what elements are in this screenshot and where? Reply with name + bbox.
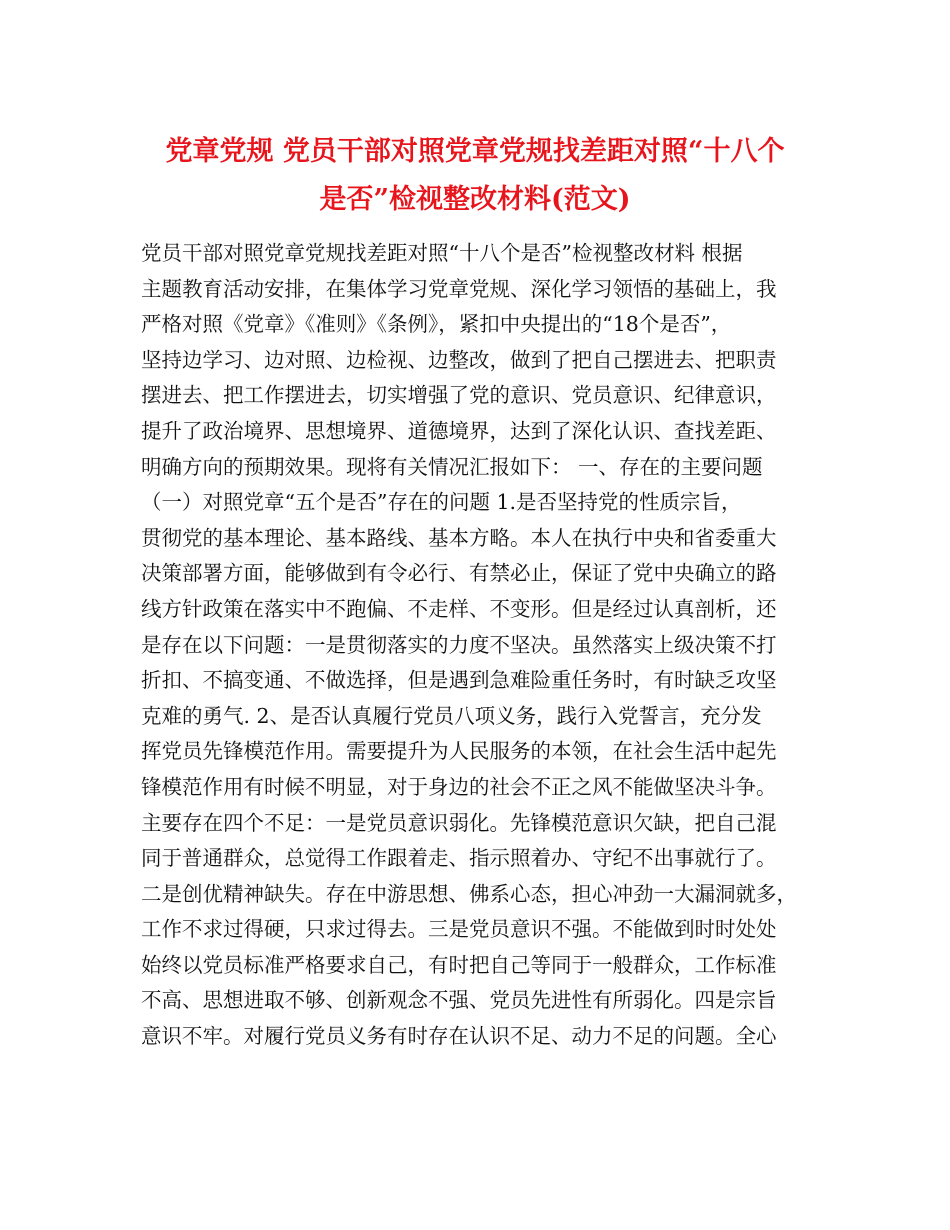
body-line: 决策部署方面，能够做到有令必行、有禁必止，保证了党中央确立的路 bbox=[141, 561, 777, 586]
body-line: 严格对照《党章》《准则》《条例》，紧扣中央提出的“18个是否”， bbox=[141, 312, 732, 337]
body-line: 挥党员先锋模范作用。需要提升为人民服务的本领，在社会生活中起先 bbox=[141, 739, 777, 764]
body-line: 同于普通群众，总觉得工作跟着走、指示照着办、守纪不出事就行了。 bbox=[141, 846, 777, 871]
body-line: 主要存在四个不足：一是党员意识弱化。先锋模范意识欠缺，把自己混 bbox=[141, 810, 777, 835]
body-line: 工作不求过得硬，只求过得去。三是党员意识不强。不能做到时时处处 bbox=[141, 917, 777, 942]
body-line: 线方针政策在落实中不跑偏、不走样、不变形。但是经过认真剖析，还 bbox=[141, 596, 777, 621]
body-line: 始终以党员标准严格要求自己，有时把自己等同于一般群众，工作标准 bbox=[141, 952, 777, 977]
document-body bbox=[141, 236, 831, 1055]
document-title bbox=[120, 128, 830, 224]
body-line: 克难的勇气. 2、是否认真履行党员八项义务，践行入党誓言，充分发 bbox=[141, 703, 762, 728]
body-line: 主题教育活动安排，在集体学习党章党规、深化学习领悟的基础上，我 bbox=[141, 276, 777, 301]
title-line-1: 党章党规 党员干部对照党章党规找差距对照“十八个 bbox=[165, 136, 785, 167]
body-line: 摆进去、把工作摆进去，切实增强了党的意识、党员意识、纪律意识， bbox=[141, 383, 777, 408]
body-line: 锋模范作用有时候不明显，对于身边的社会不正之风不能做坚决斗争。 bbox=[141, 774, 777, 799]
body-line: 意识不牢。对履行党员义务有时存在认识不足、动力不足的问题。全心 bbox=[141, 1024, 777, 1049]
body-line: 不高、思想进取不够、创新观念不强、党员先进性有所弱化。四是宗旨 bbox=[141, 988, 777, 1013]
body-line: 二是创优精神缺失。存在中游思想、佛系心态，担心冲劲一大漏洞就多， bbox=[141, 881, 797, 906]
body-line: 是存在以下问题：一是贯彻落实的力度不坚决。虽然落实上级决策不打 bbox=[141, 632, 777, 657]
body-line: 提升了政治境界、思想境界、道德境界，达到了深化认识、查找差距、 bbox=[141, 418, 777, 443]
title-line-2: 是否”检视整改材料(范文) bbox=[319, 184, 631, 215]
body-line: 折扣、不搞变通、不做选择，但是遇到急难险重任务时，有时缺乏攻坚 bbox=[141, 668, 777, 693]
body-line: 明确方向的预期效果。现将有关情况汇报如下： 一、存在的主要问题 bbox=[141, 454, 763, 479]
body-line: （一）对照党章“五个是否”存在的问题 1.是否坚持党的性质宗旨， bbox=[141, 490, 742, 515]
body-line: 贯彻党的基本理论、基本路线、基本方略。本人在执行中央和省委重大 bbox=[141, 525, 777, 550]
body-line: 坚持边学习、边对照、边检视、边整改，做到了把自己摆进去、把职责 bbox=[141, 347, 777, 372]
body-line: 党员干部对照党章党规找差距对照“十八个是否”检视整改材料 根据 bbox=[141, 241, 743, 265]
